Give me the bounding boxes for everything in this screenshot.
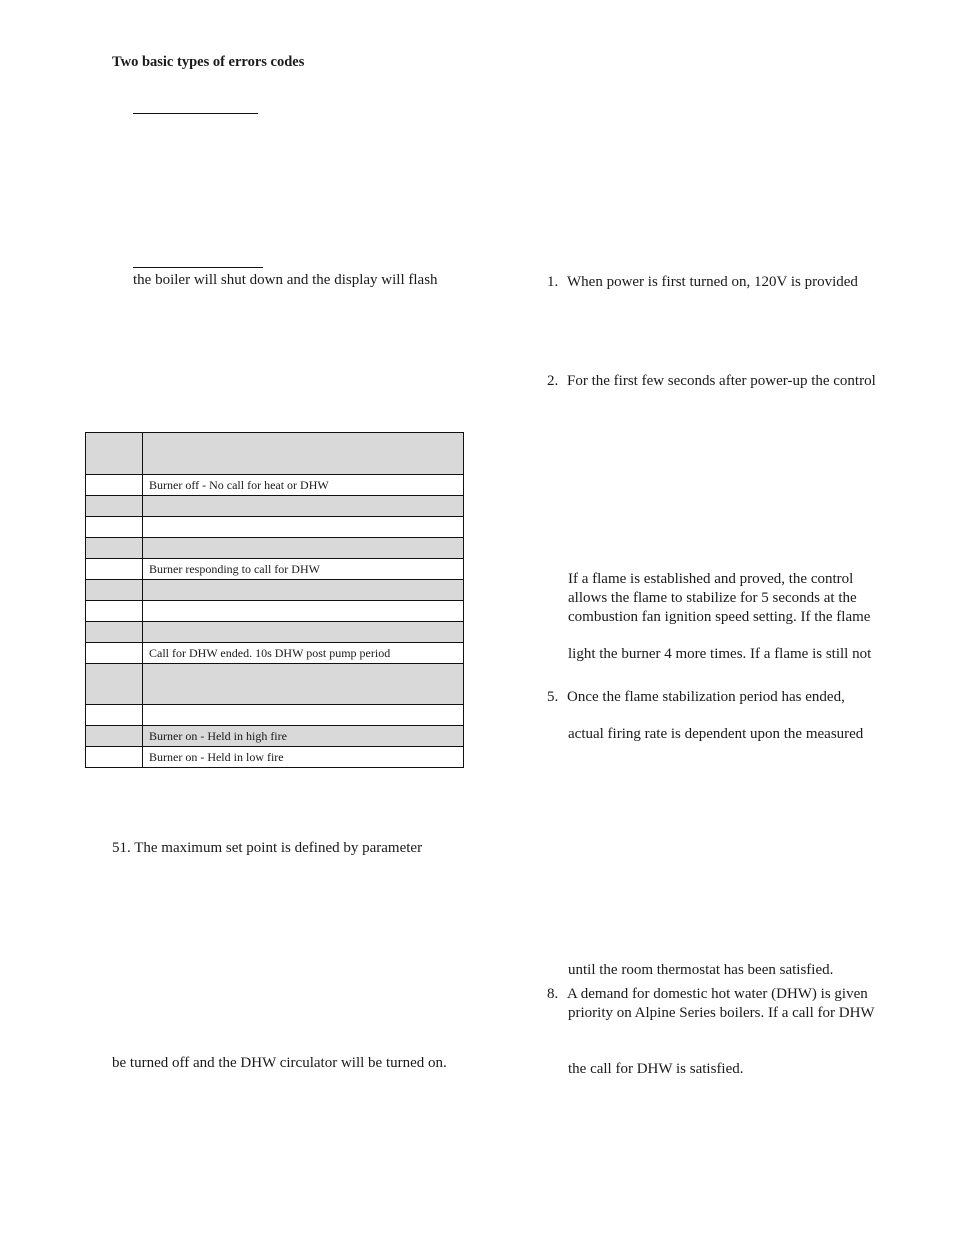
status-description-cell (143, 517, 463, 537)
status-code-cell (86, 538, 143, 558)
status-code-cell (86, 601, 143, 621)
list-item-8-continuation: priority on Alpine Series boilers. If a call for DHW (568, 1005, 875, 1021)
table-row (86, 725, 463, 746)
status-description-cell (143, 664, 463, 704)
status-description-cell (143, 705, 463, 725)
thermostat-text: until the room thermostat has been satisfied. (568, 962, 834, 978)
list-item-text: When power is first turned on, 120V is provided (567, 274, 858, 290)
flame-text-line: allows the flame to stabilize for 5 seconds at the (568, 590, 857, 606)
status-description-cell: Burner off - No call for heat or DHW (149, 477, 329, 492)
status-code-cell (86, 705, 143, 725)
status-description-cell (143, 601, 463, 621)
list-item-2 (547, 372, 876, 391)
setpoint-text: 51. The maximum set point is defined by parameter (112, 840, 423, 856)
list-item-text: Once the flame stabilization period has ended, (567, 689, 845, 705)
status-description-cell: Burner responding to call for DHW (149, 561, 320, 576)
status-code-cell (86, 433, 143, 474)
shutdown-text: the boiler will shut down and the display will flash (133, 272, 438, 288)
list-item-text: A demand for domestic hot water (DHW) is given (567, 986, 868, 1002)
list-number: 2. (547, 373, 559, 389)
section-heading: Two basic types of errors codes (112, 54, 305, 70)
table-row (86, 642, 463, 663)
list-item-1 (547, 273, 858, 292)
list-item-5-continuation: actual firing rate is dependent upon the measured (568, 726, 864, 742)
dhw-circulator-text: be turned off and the DHW circulator will be turned on. (112, 1055, 447, 1071)
table-row (86, 495, 463, 516)
table-row (86, 704, 463, 725)
flame-text-line: light the burner 4 more times. If a flame is still not (568, 646, 872, 662)
status-code-cell (86, 559, 143, 579)
list-item-text: For the first few seconds after power-up the control (567, 373, 876, 389)
list-item-8 (547, 985, 868, 1004)
status-code-cell (86, 747, 143, 767)
status-table (85, 432, 464, 768)
status-description-cell: Burner on - Held in low fire (149, 749, 284, 764)
status-description-cell (143, 622, 463, 642)
table-row (86, 621, 463, 642)
table-row (86, 579, 463, 600)
status-description-cell: Burner on - Held in high fire (149, 728, 287, 743)
status-description-cell: Call for DHW ended. 10s DHW post pump period (149, 645, 391, 660)
status-code-cell (86, 517, 143, 537)
underline-rule (133, 267, 263, 268)
status-code-cell (86, 580, 143, 600)
status-code-cell (86, 496, 143, 516)
status-code-cell (86, 475, 143, 495)
list-number: 8. (547, 986, 559, 1002)
status-description-cell (143, 538, 463, 558)
table-row (86, 474, 463, 495)
table-row (86, 600, 463, 621)
flame-text-line: combustion fan ignition speed setting. If the flame (568, 609, 871, 625)
table-row (86, 746, 463, 767)
table-row (86, 537, 463, 558)
table-row (86, 663, 463, 704)
list-item-5 (547, 688, 845, 707)
status-code-cell (86, 726, 143, 746)
table-row (86, 516, 463, 537)
status-code-cell (86, 643, 143, 663)
status-code-cell (86, 664, 143, 704)
underline-rule (133, 113, 258, 114)
flame-text-line: If a flame is established and proved, the control (568, 571, 854, 587)
table-row (86, 558, 463, 579)
table-row (86, 433, 463, 474)
status-code-cell (86, 622, 143, 642)
status-description-cell (143, 496, 463, 516)
status-description-cell (143, 580, 463, 600)
list-number: 1. (547, 274, 559, 290)
list-item-8-continuation: the call for DHW is satisfied. (568, 1061, 744, 1077)
status-description-cell (143, 433, 463, 474)
list-number: 5. (547, 689, 559, 705)
